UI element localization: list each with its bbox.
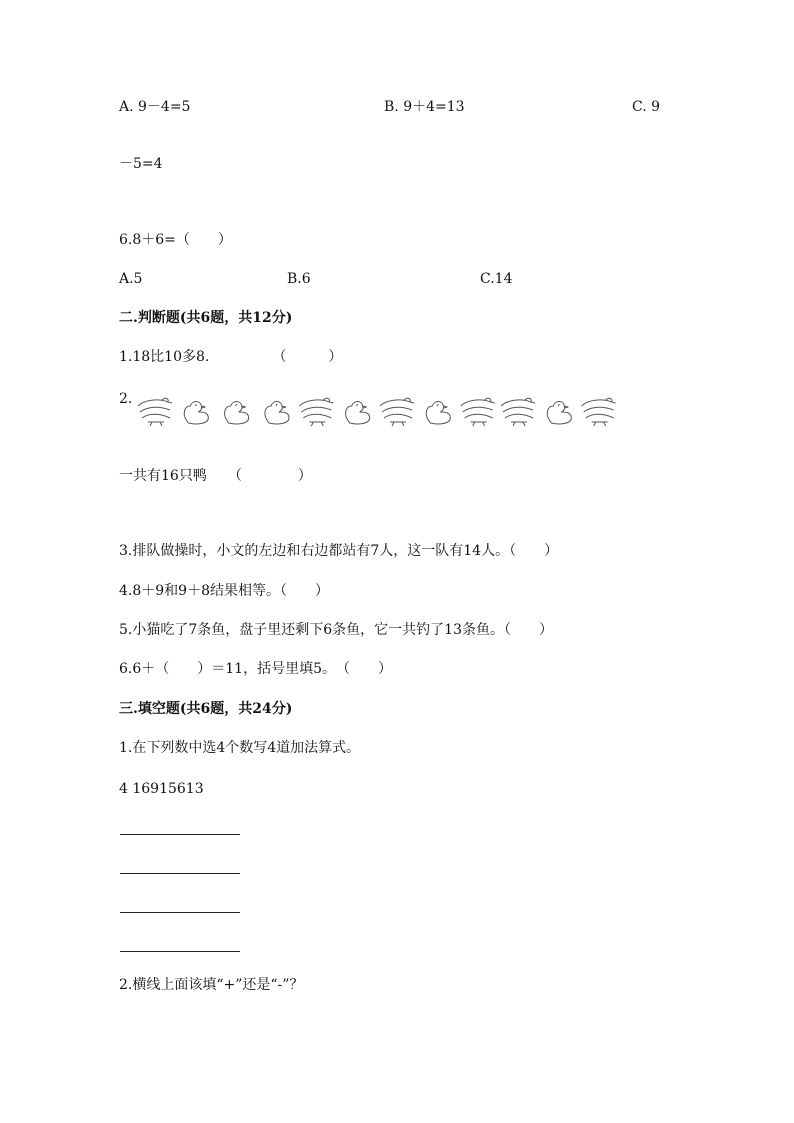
judge-q6: 6.6＋（ ）＝11，括号里填5。 （ ） — [119, 661, 392, 677]
section-3-title: 三.填空题(共6题，共24分) — [119, 701, 293, 717]
q5-option-b: B. 9＋4=13 — [384, 99, 465, 115]
duck-icon — [346, 402, 370, 424]
bird-icon — [501, 398, 535, 426]
bird-icon — [461, 398, 495, 426]
duck-icon — [225, 402, 249, 424]
duck-icon — [184, 402, 208, 424]
q5-option-c: C. 9 — [632, 99, 661, 115]
judge-q1: 1.18比10多8. （ ） — [119, 349, 343, 365]
judge-q4: 4.8＋9和9＋8结果相等。（ ） — [119, 583, 329, 599]
bird-icon — [380, 398, 414, 426]
judge-q2-number: 2. — [119, 391, 133, 407]
q6-option-a: A.5 — [119, 271, 143, 287]
duck-icon — [426, 402, 450, 424]
bird-icon — [299, 398, 333, 426]
animal-figures — [134, 392, 618, 430]
judge-q2-text: 一共有16只鸭 （ ） — [119, 468, 312, 484]
answer-line-3[interactable] — [120, 912, 240, 913]
duck-icon — [265, 402, 289, 424]
q6-option-c: C.14 — [480, 271, 513, 287]
section-2-title: 二.判断题(共6题，共12分) — [119, 310, 293, 326]
answer-line-4[interactable] — [120, 951, 240, 952]
answer-line-2[interactable] — [120, 873, 240, 874]
bird-icon — [582, 398, 616, 426]
duck-icon — [547, 402, 571, 424]
answer-line-1[interactable] — [120, 834, 240, 835]
q5-option-a: A. 9－4=5 — [119, 99, 191, 115]
fill-q1-numbers: 4 16915613 — [119, 781, 204, 797]
judge-q3: 3.排队做操时，小文的左边和右边都站有7人，这一队有14人。（ ） — [119, 543, 559, 559]
q6-option-b: B.6 — [287, 271, 311, 287]
fill-q2: 2.横线上面该填“+”还是“-”？ — [119, 977, 304, 993]
q6-stem: 6.8＋6=（ ） — [119, 232, 232, 248]
q5-option-c-continued: －5=4 — [119, 156, 163, 172]
bird-icon — [138, 398, 172, 426]
judge-q5: 5.小猫吃了7条鱼，盘子里还剩下6条鱼，它一共钓了13条鱼。（ ） — [119, 622, 553, 638]
fill-q1: 1.在下列数中选4个数写4道加法算式。 — [119, 740, 361, 756]
